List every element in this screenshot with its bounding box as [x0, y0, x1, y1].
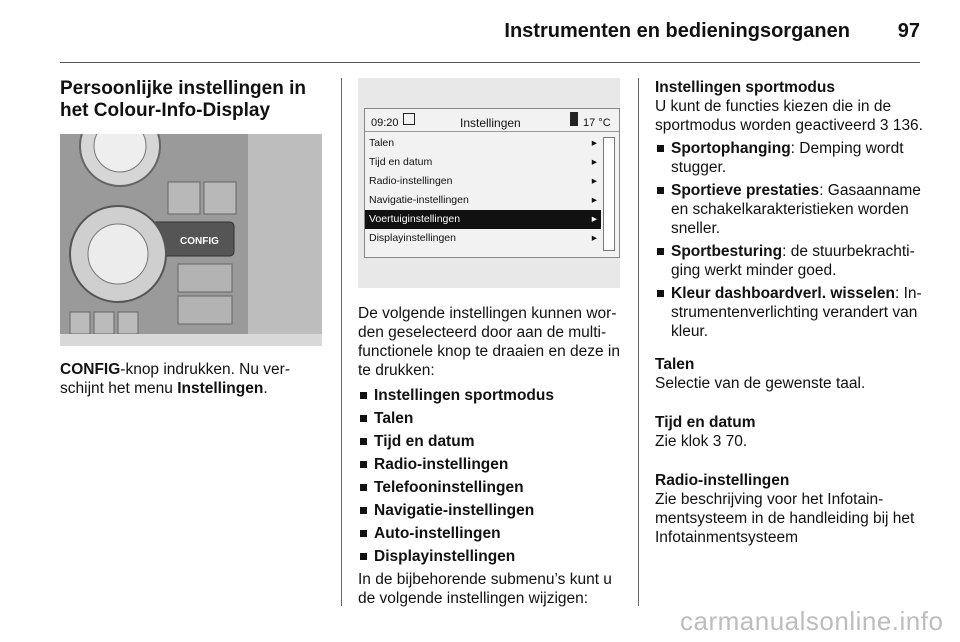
option-name: Sportophanging	[671, 140, 791, 157]
sportmode-options	[655, 139, 923, 341]
chevron-right-icon: ▸	[591, 194, 597, 206]
display-title: Instellingen	[460, 116, 521, 130]
display-illustration	[358, 78, 620, 288]
list-item-label: Radio-instellingen	[374, 456, 509, 473]
list-item	[358, 547, 622, 566]
sportmode-text-body: U kunt de functies kiezen die in de sportmodus worden geactiveerd	[655, 98, 892, 134]
page-reference: 3 136.	[879, 117, 923, 134]
config-button-photo	[60, 134, 322, 346]
display-menu-item[interactable]	[365, 229, 601, 248]
settings-bold: Instellingen	[177, 380, 264, 397]
languages-text: Selectie van de gewenste taal.	[655, 375, 866, 392]
display-screen	[364, 108, 620, 258]
phone-icon	[570, 112, 578, 126]
display-menu-item-selected[interactable]	[365, 210, 601, 229]
column-2	[358, 78, 622, 608]
config-button-label: CONFIG	[180, 236, 219, 247]
option-name: Sportieve prestaties	[671, 182, 820, 199]
display-menu-item[interactable]	[365, 172, 601, 191]
menu-item-label: Voertuiginstellingen	[369, 213, 461, 225]
list-item-label: Talen	[374, 410, 414, 427]
config-bold: CONFIG	[60, 361, 121, 378]
menu-item-label: Radio-instellingen	[369, 175, 453, 187]
list-item	[358, 432, 622, 451]
menu-item-label: Navigatie-instellingen	[369, 194, 469, 206]
list-item-label: Tijd en datum	[374, 433, 475, 450]
option-desc: : de stuurbekrachti-ging werkt minder goed.	[671, 243, 915, 279]
list-item	[655, 284, 923, 341]
option-name: Kleur dashboardverl. wisselen	[671, 285, 895, 302]
chevron-right-icon: ▸	[591, 137, 597, 149]
chevron-right-icon: ▸	[591, 232, 597, 244]
option-name: Sportbesturing	[671, 243, 783, 260]
list-item	[655, 242, 923, 280]
config-text: -knop indrukken. Nu ver-schijnt het menu	[60, 361, 290, 397]
chevron-right-icon: ▸	[591, 213, 597, 225]
column-3	[655, 78, 923, 547]
submenu-intro: In de bijbehorende submenu’s kunt u de volgende instellingen wijzigen:	[358, 571, 612, 607]
column-divider-2	[638, 78, 639, 606]
option-desc: : In-strumentenverlichting verandert van kleur.	[671, 285, 922, 340]
column-divider-1	[341, 78, 342, 606]
sportmode-heading: Instellingen sportmodus	[655, 79, 835, 96]
list-item	[655, 181, 923, 238]
list-item	[358, 455, 622, 474]
option-desc: : Gasaanname en schakelkarakteristieken worden sneller.	[671, 182, 921, 237]
radio-settings-text: Zie beschrijving voor het Infotain-mentsysteem in de handleiding bij het Infotainmentsysteem	[655, 491, 915, 546]
languages-heading: Talen	[655, 356, 695, 373]
list-item-label: Telefooninstellingen	[374, 479, 524, 496]
chevron-right-icon: ▸	[591, 156, 597, 168]
display-menu-item[interactable]	[365, 191, 601, 210]
menu-item-label: Tijd en datum	[369, 156, 433, 168]
column-1	[60, 78, 328, 398]
list-item	[655, 139, 923, 177]
list-item-label: Navigatie-instellingen	[374, 502, 535, 519]
settings-intro: De volgende instellingen kunnen wor-den geselecteerd door aan de multi-functionele knop te draaien en deze in te drukken:	[358, 305, 620, 379]
display-menu-item[interactable]	[365, 134, 601, 153]
sportmode-text	[655, 97, 923, 135]
list-item	[358, 501, 622, 520]
sync-icon	[403, 113, 415, 125]
config-instruction	[60, 360, 328, 398]
menu-item-label: Displayinstellingen	[369, 232, 456, 244]
display-temperature: 17 °C	[583, 117, 611, 129]
page-number: 97	[897, 20, 920, 42]
list-item-label: Displayinstellingen	[374, 548, 516, 565]
header-title: Instrumenten en bedieningsorganen	[504, 20, 850, 42]
settings-list	[358, 386, 622, 566]
list-item	[358, 478, 622, 497]
section-heading: Persoonlijke instellingen in het Colour-Info-Display	[60, 78, 306, 121]
option-desc: : Demping wordt stugger.	[671, 140, 904, 176]
list-item	[358, 409, 622, 428]
period: .	[263, 380, 268, 397]
display-scrollbar	[603, 137, 615, 251]
radio-settings-heading: Radio-instellingen	[655, 472, 790, 489]
page-header	[60, 0, 920, 63]
list-item-label: Auto-instellingen	[374, 525, 501, 542]
display-menu-item[interactable]	[365, 153, 601, 172]
menu-item-label: Talen	[369, 137, 395, 149]
time-date-heading: Tijd en datum	[655, 414, 756, 431]
list-item	[358, 524, 622, 543]
chevron-right-icon: ▸	[591, 175, 597, 187]
list-item	[358, 386, 622, 405]
watermark: carmanualsonline.info	[680, 606, 944, 636]
display-status-bar	[365, 109, 619, 132]
time-date-text: Zie klok 3 70.	[655, 433, 748, 450]
display-time: 09:20	[371, 117, 399, 129]
list-item-label: Instellingen sportmodus	[374, 387, 554, 404]
